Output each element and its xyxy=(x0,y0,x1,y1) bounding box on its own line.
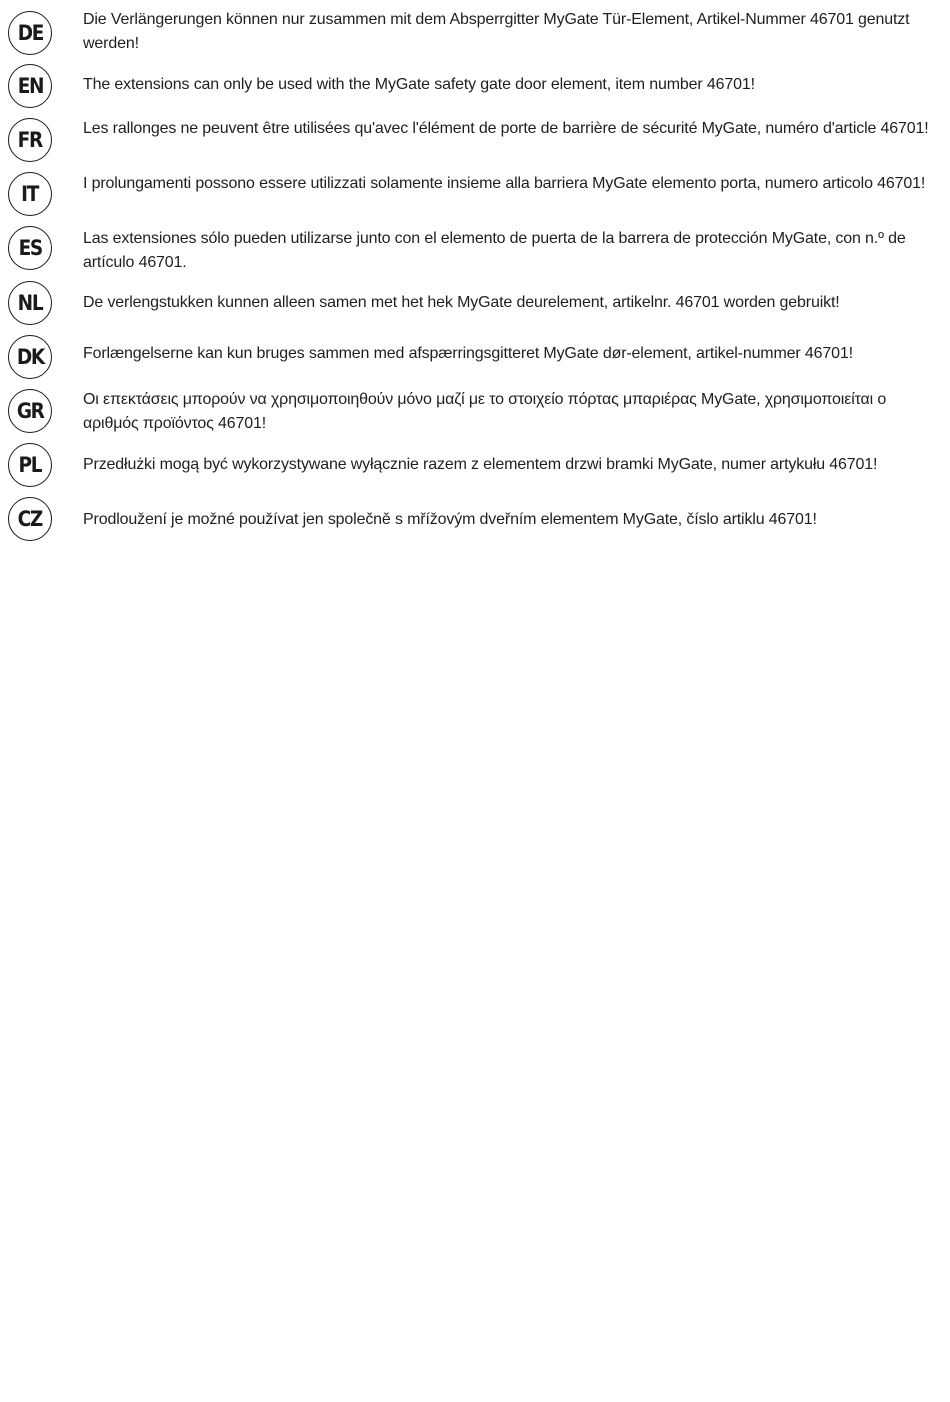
language-badge-fr xyxy=(8,118,52,162)
language-code: PL xyxy=(18,452,42,477)
language-badge-pl xyxy=(8,443,52,487)
notice-text: De verlengstukken kunnen alleen samen met het hek MyGate deurelement, artikelnr. 46701 worden gebruikt! xyxy=(83,294,840,311)
language-code: DK xyxy=(16,344,44,369)
language-badge-it xyxy=(8,172,52,216)
language-code: DE xyxy=(17,20,43,45)
notice-text: Die Verlängerungen können nur zusammen mit dem Absperrgitter MyGate Tür-Element, Artikel-Nummer 46701 genutzt werden! xyxy=(83,11,910,52)
notice-text: Forlængelserne kan kun bruges sammen med afspærringsgitteret MyGate dør-element, artikel-nummer 46701! xyxy=(83,345,853,362)
language-code: CZ xyxy=(17,506,43,531)
notice-text: Les rallonges ne peuvent être utilisées qu'avec l'élément de porte de barrière de sécurité MyGate, numéro d'article 46701! xyxy=(83,120,929,137)
notice-text: I prolungamenti possono essere utilizzati solamente insieme alla barriera MyGate elemento porta, numero articolo 46701! xyxy=(83,175,926,192)
language-badge-en xyxy=(8,64,52,108)
notice-text: Οι επεκτάσεις μπορούν να χρησιμοποιηθούν μόνο μαζί με το στοιχείο πόρτας μπαριέρας MyGate, χρησιμοποιείται ο αριθμός προϊόντος 46701! xyxy=(83,391,887,432)
language-badge-es xyxy=(8,226,52,270)
language-code: IT xyxy=(21,181,39,206)
notice-text: Prodloužení je možné používat jen společně s mřížovým dveřním elementem MyGate, číslo artiklu 46701! xyxy=(83,511,817,528)
language-badge-gr xyxy=(8,389,52,433)
language-code: EN xyxy=(17,73,43,98)
notice-text: Przedłużki mogą być wykorzystywane wyłącznie razem z elementem drzwi bramki MyGate, numer artykułu 46701! xyxy=(83,456,878,473)
language-badge-nl xyxy=(8,281,52,325)
language-code: ES xyxy=(18,235,42,260)
language-badge-de xyxy=(8,11,52,55)
language-code: GR xyxy=(16,398,44,423)
language-code: NL xyxy=(17,290,43,315)
notice-text: The extensions can only be used with the MyGate safety gate door element, item number 46701! xyxy=(83,76,755,93)
language-badge-cz xyxy=(8,497,52,541)
language-badge-dk xyxy=(8,335,52,379)
language-code: FR xyxy=(17,127,43,152)
notice-text: Las extensiones sólo pueden utilizarse junto con el elemento de puerta de la barrera de protección MyGate, con n.º de artículo 46701. xyxy=(83,230,906,271)
